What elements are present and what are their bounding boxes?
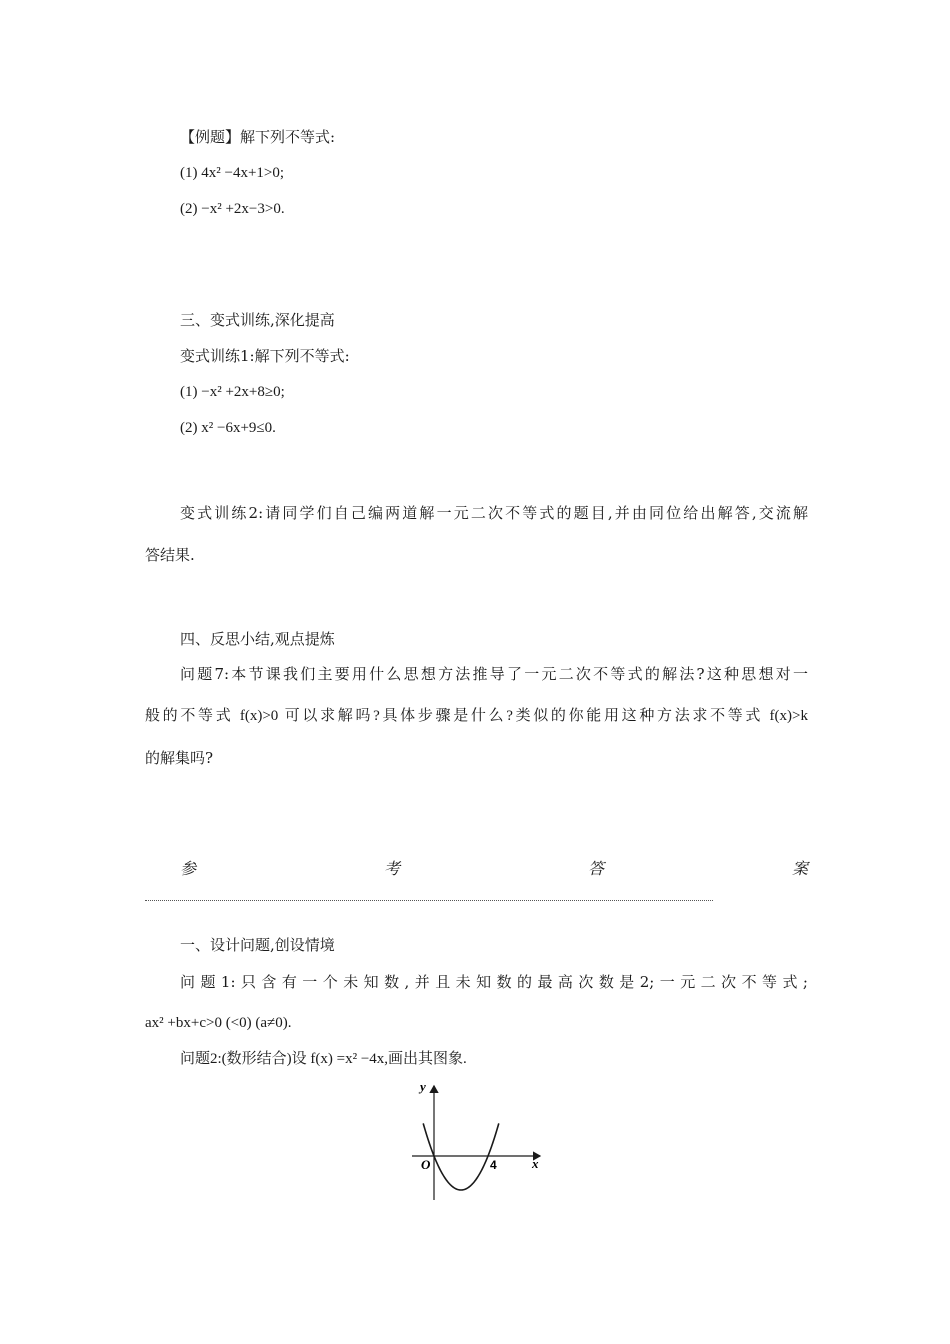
question7-line-3: 的解集吗? [145, 749, 214, 767]
answer-q1-line-2: ax² +bx+c>0 (<0) (a≠0). [145, 1015, 292, 1031]
exercise2-line-1: 变式训练2:请同学们自己编两道解一元二次不等式的题目,并由同位给出解答,交流解 [180, 504, 808, 522]
exercise2-line-2: 答结果. [145, 546, 195, 564]
answers-section1-heading: 一、设计问题,创设情境 [180, 936, 335, 954]
dotted-divider [145, 900, 713, 901]
x-axis-label: x [532, 1156, 539, 1171]
parabola-graph [398, 1076, 548, 1206]
section4-heading: 四、反思小结,观点提炼 [180, 630, 335, 648]
question7-line-2: 般的不等式 f(x)>0 可以求解吗?具体步骤是什么?类似的你能用这种方法求不等式 f(x)>k [145, 708, 808, 724]
example-item-2: (2) −x² +2x−3>0. [180, 201, 285, 217]
origin-label: O [421, 1157, 431, 1172]
exercise1-intro: 变式训练1:解下列不等式: [180, 347, 350, 365]
example-heading: 【例题】解下列不等式: [180, 128, 336, 146]
root-label: 4 [490, 1158, 497, 1172]
exercise1-item-2: (2) x² −6x+9≤0. [180, 420, 276, 436]
example-item-1: (1) 4x² −4x+1>0; [180, 165, 285, 181]
question7-line-1: 问题7:本节课我们主要用什么思想方法推导了一元二次不等式的解法?这种思想对一 [180, 665, 808, 683]
answer-title-char: 案 [791, 859, 808, 878]
answer-title-char: 参 [180, 859, 197, 878]
y-axis-label: y [420, 1079, 426, 1094]
exercise1-item-1: (1) −x² +2x+8≥0; [180, 384, 285, 400]
answer-title-char: 考 [383, 859, 400, 878]
answer-section-title [180, 859, 808, 879]
answer-q2-line: 问题2:(数形结合)设 f(x) =x² −4x,画出其图象. [180, 1051, 467, 1067]
section3-heading: 三、变式训练,深化提高 [180, 311, 335, 329]
answer-title-char: 答 [587, 859, 604, 878]
answer-q1-line-1: 问题1:只含有一个未知数,并且未知数的最高次数是2;一元二次不等式; [180, 973, 808, 991]
